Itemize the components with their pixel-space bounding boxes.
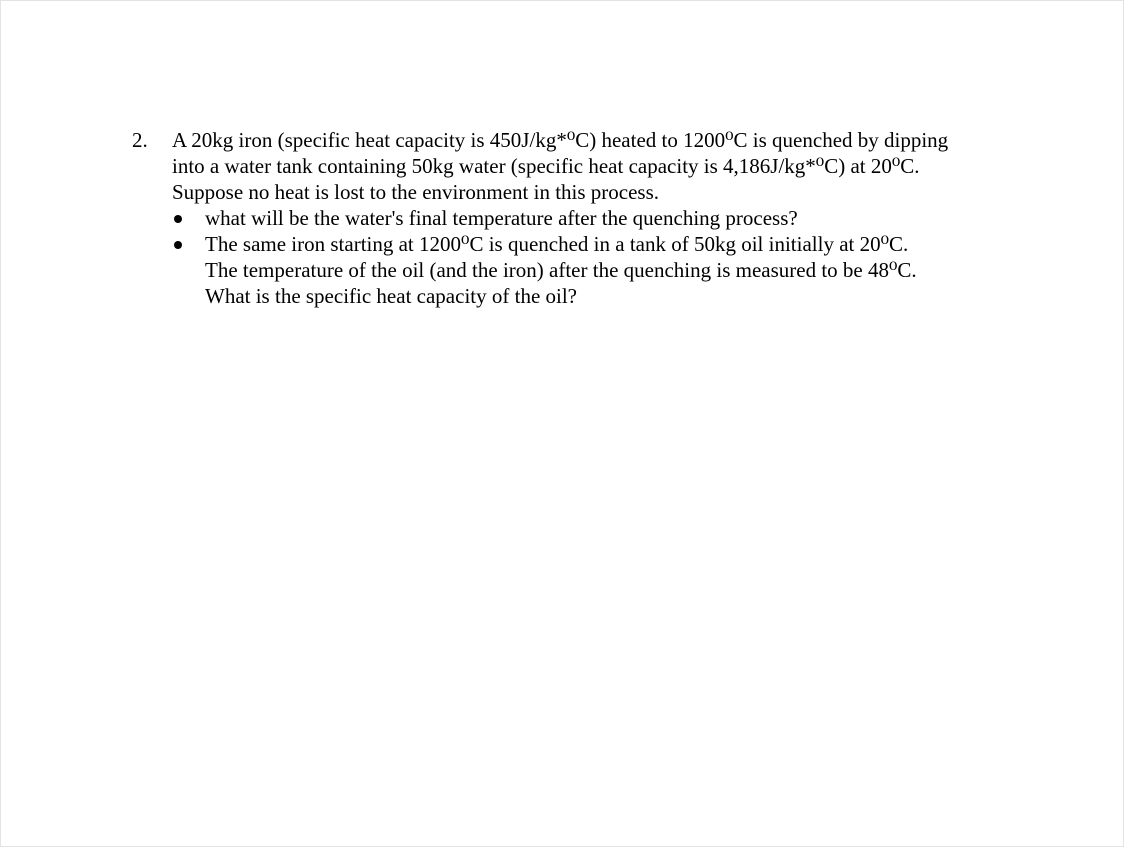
question-text-2 <box>205 231 1012 309</box>
intro-line-2: into a water tank containing 50kg water (specific heat capacity is 4,186J/kg*⁰C) at 20⁰C. <box>172 154 920 178</box>
bullet-icon <box>172 205 205 231</box>
problem-row <box>132 127 1012 309</box>
question-item-2 <box>172 231 1012 309</box>
question-2-line-3: What is the specific heat capacity of the oil? <box>205 284 578 308</box>
intro-line-3: Suppose no heat is lost to the environment in this process. <box>172 180 660 204</box>
question-item-1 <box>172 205 1012 231</box>
question-1-line-1: what will be the water's final temperature after the quenching process? <box>205 206 798 230</box>
problem-body <box>172 127 1012 309</box>
question-2-line-2: The temperature of the oil (and the iron) after the quenching is measured to be 48⁰C. <box>205 258 917 282</box>
bullet-icon <box>172 231 205 257</box>
problem-2 <box>132 127 1012 309</box>
intro-line-1: A 20kg iron (specific heat capacity is 450J/kg*⁰C) heated to 1200⁰C is quenched by dipping <box>172 128 949 152</box>
question-text-1 <box>205 205 1012 231</box>
problem-number: 2. <box>132 128 148 152</box>
question-list <box>172 205 1012 309</box>
question-2-line-1: The same iron starting at 1200⁰C is quenched in a tank of 50kg oil initially at 20⁰C. <box>205 232 909 256</box>
